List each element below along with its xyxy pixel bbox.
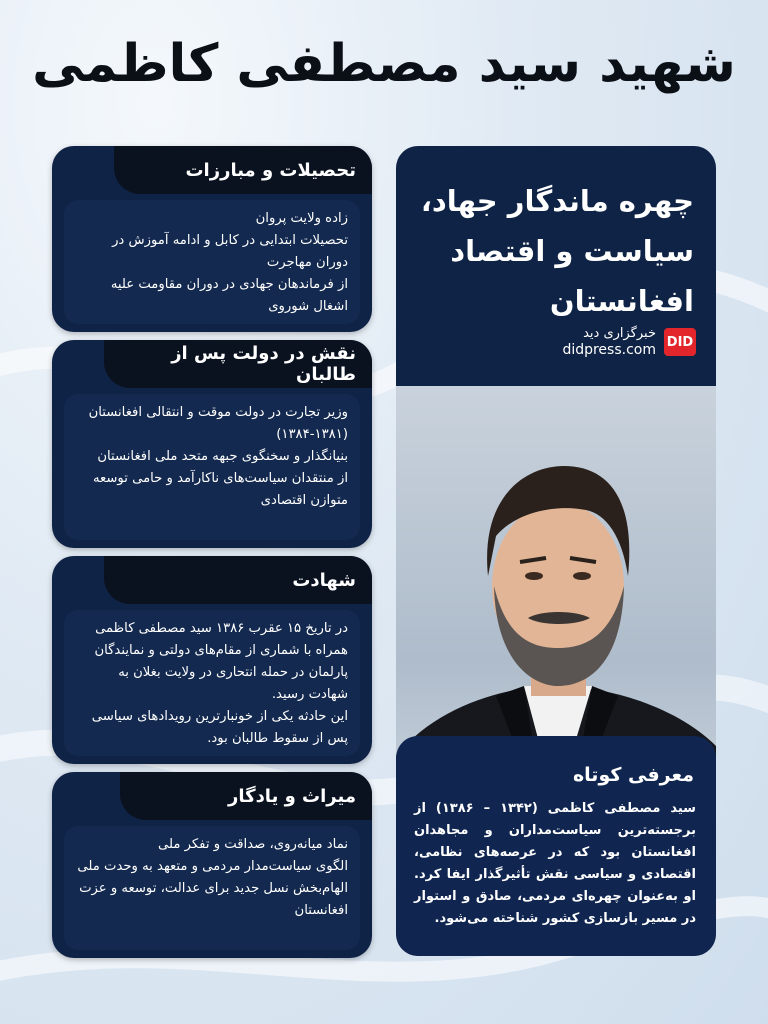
section-title: تحصیلات و مبارزات: [114, 146, 372, 194]
section-body: [64, 200, 360, 324]
section-line: از فرماندهان جهادی در دوران مقاومت علیه اشغال شوروی: [110, 277, 348, 314]
section-body: [64, 826, 360, 950]
section-line: بنیانگذار و سخنگوی جبهه متحد ملی افغانستان: [97, 449, 348, 464]
logo-badge-icon: DID: [664, 328, 696, 356]
section-line: تحصیلات ابتدایی در کابل و ادامه آموزش در دوران مهاجرت: [112, 233, 348, 270]
section-line: الهام‌بخش نسل جدید برای عدالت، توسعه و عزت افغانستان: [79, 881, 348, 918]
section-card-government: [52, 340, 372, 548]
section-line: از منتقدان سیاست‌های ناکارآمد و حامی توسعه متوازن اقتصادی: [92, 471, 348, 508]
logo-text: [562, 326, 656, 358]
profile-card: [396, 146, 716, 956]
section-line: در تاریخ ۱۵ عقرب ۱۳۸۶ سید مصطفی کاظمی همراه با شماری از مقام‌های دولتی و نمایندگان پارلمان در حمله انتحاری در ولایت بغلان به شهادت رسید.: [94, 621, 348, 702]
section-line: الگوی سیاست‌مدار مردمی و متعهد به وحدت ملی: [77, 859, 348, 874]
section-line: نماد میانه‌روی، صداقت و تفکر ملی: [158, 837, 348, 852]
section-card-martyrdom: [52, 556, 372, 764]
logo: [562, 326, 696, 358]
section-body: [64, 394, 360, 540]
section-card-education: [52, 146, 372, 332]
section-title: میراث و یادگار: [120, 772, 372, 820]
section-line: وزیر تجارت در دولت موقت و انتقالی افغانستان (۱۳۸۱-۱۳۸۴): [88, 405, 348, 442]
headline: چهره ماندگار جهاد، سیاست و اقتصاد افغانستان: [420, 184, 694, 318]
bio-title: معرفی کوتاه: [572, 764, 694, 786]
page-title: شهید سید مصطفی کاظمی: [32, 34, 736, 94]
section-title: شهادت: [104, 556, 372, 604]
bio-panel: [396, 736, 716, 956]
section-line: این حادثه یکی از خونبارترین رویدادهای سیاسی پس از سقوط طالبان بود.: [91, 709, 348, 746]
logo-domain: didpress.com: [562, 342, 656, 358]
section-title: نقش در دولت پس از طالبان: [104, 340, 372, 388]
section-line: زاده ولایت پروان: [255, 211, 348, 226]
bio-text: سید مصطفی کاظمی (۱۳۴۲ – ۱۳۸۶) از برجسته‌ترین سیاست‌مداران و مجاهدان افغانستان بود که در عرصه‌های نظامی، اقتصادی و سیاسی نقش تأثیرگذار ایفا کرد. او به‌عنوان چهره‌ای مردمی، صادق و استوار در مسیر بازسازی کشور شناخته می‌شود.: [414, 801, 696, 926]
section-card-legacy: [52, 772, 372, 958]
section-body: [64, 610, 360, 756]
logo-name: خبرگزاری دید: [583, 326, 656, 341]
